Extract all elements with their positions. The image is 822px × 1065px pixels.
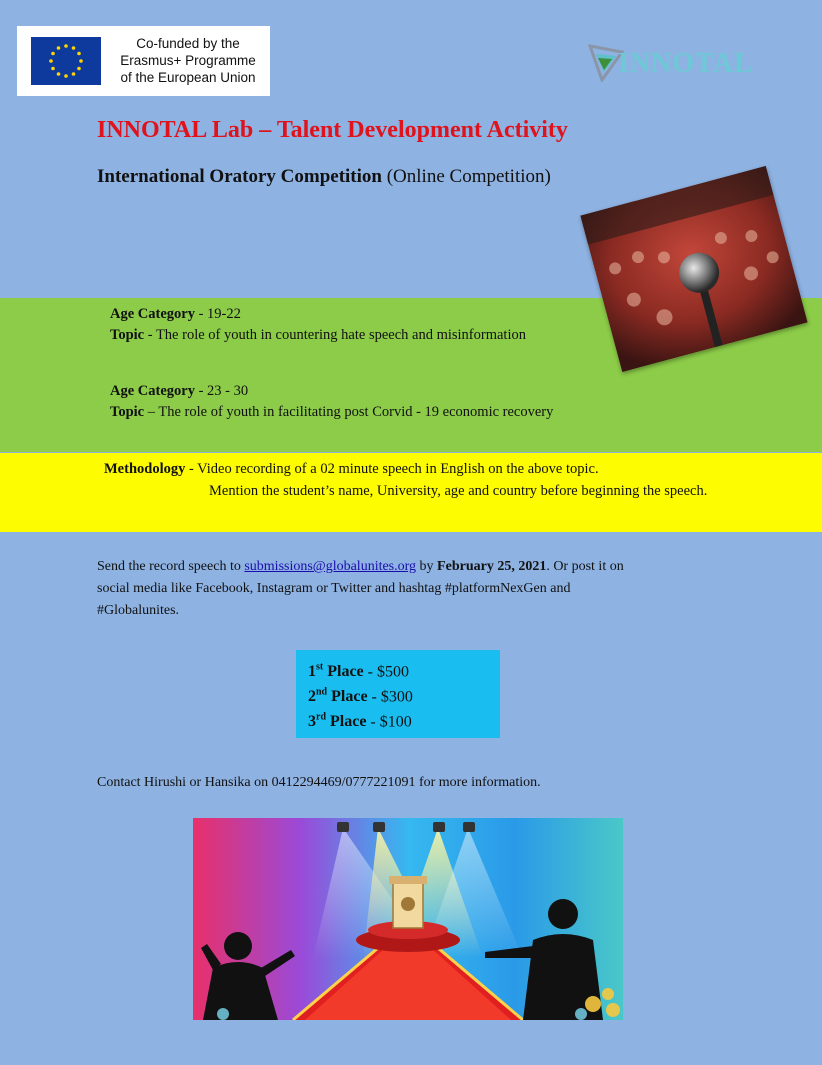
category-2-topic bbox=[110, 404, 553, 421]
age-label: Age Category bbox=[110, 306, 195, 322]
prize-third bbox=[308, 706, 412, 734]
category-1-topic bbox=[110, 327, 526, 344]
eu-flag-icon bbox=[31, 37, 101, 85]
methodology-text: - Video recording of a 02 minute speech in English on the above topic. bbox=[185, 461, 599, 477]
topic-label: Topic bbox=[110, 404, 145, 420]
topic-label: Topic bbox=[110, 327, 145, 343]
eu-logo-text bbox=[113, 35, 263, 86]
prize-ordinal: nd bbox=[316, 687, 328, 698]
innotal-logo bbox=[588, 38, 788, 86]
eu-logo-line-2: Erasmus+ Programme bbox=[120, 53, 256, 68]
category-2-age bbox=[110, 383, 248, 400]
age-value: - 23 - 30 bbox=[194, 383, 249, 399]
prizes-box bbox=[296, 650, 500, 738]
eu-logo-line-3: of the European Union bbox=[120, 70, 256, 85]
submission-line-1 bbox=[97, 556, 624, 578]
prize-place: Place bbox=[326, 713, 367, 731]
prize-ordinal: st bbox=[316, 662, 324, 673]
podium-stage-image bbox=[193, 818, 623, 1020]
competition-mode: (Online Competition) bbox=[381, 166, 551, 187]
submission-by: by bbox=[416, 559, 438, 574]
submission-line-2: social media like Facebook, Instagram or Twitter and hashtag #platformNexGen and bbox=[97, 581, 571, 596]
age-label: Age Category bbox=[110, 383, 195, 399]
prize-rank: 2 bbox=[308, 688, 316, 706]
prize-amount: - $300 bbox=[367, 688, 413, 706]
submission-suffix: . Or post it on bbox=[546, 559, 624, 574]
contact-info: Contact Hirushi or Hansika on 0412294469/0777221091 for more information. bbox=[97, 775, 541, 790]
prize-ordinal: rd bbox=[316, 712, 326, 723]
stage-illustration bbox=[193, 818, 623, 1020]
prize-rank: 1 bbox=[308, 663, 316, 681]
submission-prefix: Send the record speech to bbox=[97, 559, 245, 574]
submission-email-link[interactable]: submissions@globalunites.org bbox=[244, 559, 417, 574]
prize-amount: - $100 bbox=[366, 713, 412, 731]
page-title: INNOTAL Lab – Talent Development Activity bbox=[97, 117, 568, 143]
prize-place: Place bbox=[323, 663, 364, 681]
category-1-age bbox=[110, 306, 241, 323]
methodology-band bbox=[0, 453, 822, 532]
submission-deadline: February 25, 2021 bbox=[437, 559, 547, 574]
competition-name: International Oratory Competition bbox=[97, 166, 382, 187]
age-value: - 19-22 bbox=[194, 306, 241, 322]
innotal-logo-text: INNOTAL bbox=[618, 48, 754, 79]
topic-value: – The role of youth in facilitating post Corvid - 19 economic recovery bbox=[144, 404, 554, 420]
eu-logo-line-1: Co-funded by the bbox=[136, 36, 240, 51]
prize-amount: - $500 bbox=[363, 663, 409, 681]
prize-place: Place bbox=[327, 688, 368, 706]
competition-subtitle bbox=[97, 166, 551, 188]
prize-rank: 3 bbox=[308, 713, 316, 731]
methodology-line-2: Mention the student’s name, University, age and country before beginning the speech. bbox=[209, 483, 708, 499]
topic-value: - The role of youth in countering hate speech and misinformation bbox=[144, 327, 526, 343]
methodology-line-1 bbox=[104, 461, 599, 478]
eu-cofunded-logo bbox=[17, 26, 270, 96]
submission-line-3: #Globalunites. bbox=[97, 603, 180, 618]
eu-stars-icon bbox=[31, 37, 101, 85]
methodology-label: Methodology bbox=[104, 461, 186, 477]
